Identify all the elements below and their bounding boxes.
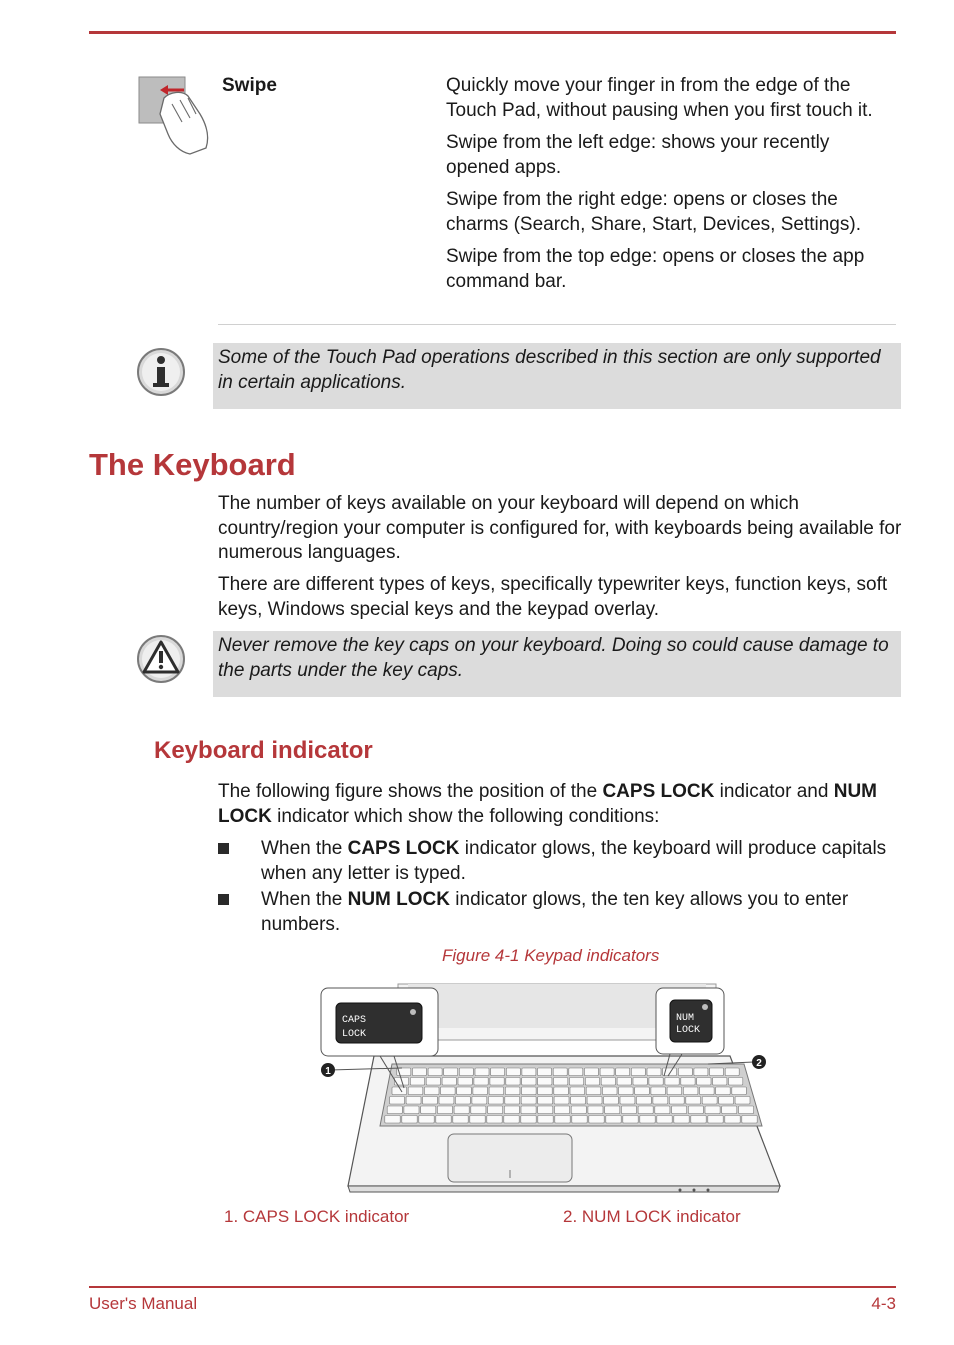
keyboard-key: [470, 1116, 485, 1124]
keyboard-key: [521, 1106, 536, 1114]
keyboard-key: [725, 1116, 740, 1124]
header-rule: [89, 31, 896, 34]
keyboard-key: [428, 1068, 442, 1076]
keyboard-key: [710, 1068, 724, 1076]
keyboard-key: [421, 1106, 436, 1114]
keyboard-key: [586, 1087, 601, 1095]
keyboard-key: [506, 1068, 520, 1076]
keyboard-key: [708, 1116, 723, 1124]
info-note: Some of the Touch Pad operations described in this section are only supported in certain applications.: [213, 343, 901, 409]
keyboard-key: [601, 1078, 615, 1086]
text-run: The following figure shows the position of the: [218, 781, 603, 802]
keyboard-key: [436, 1116, 451, 1124]
keyboard-key: [387, 1106, 402, 1114]
text-run: indicator which show the following conditions:: [271, 805, 660, 827]
keyboard-key: [665, 1078, 679, 1086]
footer-rule: [89, 1286, 896, 1288]
keyboard-key: [423, 1097, 438, 1105]
figure-caption: Figure 4-1 Keypad indicators: [442, 946, 660, 965]
keyboard-key: [686, 1097, 701, 1105]
keyboard-key: [458, 1078, 472, 1086]
keyboard-key: [725, 1068, 739, 1076]
keyboard-key: [713, 1078, 727, 1086]
keyboard-key: [487, 1116, 502, 1124]
keyboard-key: [489, 1087, 504, 1095]
caps-key-text: CAPS: [342, 1015, 367, 1026]
keyboard-key: [732, 1087, 747, 1095]
keyboard-key: [538, 1097, 553, 1105]
footer-title: User's Manual: [89, 1294, 198, 1313]
keyboard-key: [657, 1116, 672, 1124]
keyboard-key: [412, 1068, 426, 1076]
keyboard-key: [522, 1068, 536, 1076]
keyboard-key: [554, 1078, 568, 1086]
keyboard-key: [631, 1068, 645, 1076]
keyboard-key: [617, 1078, 631, 1086]
keyboard-key: [570, 1087, 585, 1095]
keyboard-key: [678, 1068, 692, 1076]
keyboard-key: [553, 1068, 567, 1076]
keyboard-key: [697, 1078, 711, 1086]
keyboard-key: [647, 1068, 661, 1076]
keyboard-key: [702, 1097, 717, 1105]
text-run: indicator glows, the ten key allows you to enter numbers.: [261, 889, 849, 935]
keyboard-key: [667, 1087, 682, 1095]
keyboard-key: [521, 1116, 536, 1124]
page-number: 4-3: [871, 1294, 896, 1313]
keyboard-key: [716, 1087, 731, 1095]
keyboard-key: [488, 1106, 503, 1114]
keyboard-key: [571, 1106, 586, 1114]
keyboard-key: [554, 1087, 569, 1095]
keyboard-key: [504, 1106, 519, 1114]
keyboard-key: [636, 1097, 651, 1105]
keyboard-key: [442, 1078, 456, 1086]
keyboard-key: [600, 1068, 614, 1076]
num-key-text: LOCK: [676, 1025, 701, 1036]
keyboard-key: [572, 1116, 587, 1124]
keyboard-key: [390, 1097, 405, 1105]
keyboard-key: [638, 1106, 653, 1114]
text-run: When the: [261, 838, 348, 859]
keyboard-key: [569, 1078, 583, 1086]
keyboard-key: [688, 1106, 703, 1114]
keyboard-key: [505, 1097, 520, 1105]
keyboard-key: [419, 1116, 434, 1124]
keyboard-key: [651, 1087, 666, 1095]
keyboard-key: [604, 1097, 619, 1105]
keyboard-key: [705, 1106, 720, 1114]
keyboard-key: [691, 1116, 706, 1124]
keyboard-figure: [318, 980, 788, 1196]
keyboard-key: [584, 1068, 598, 1076]
warning-icon: [136, 634, 186, 684]
keyboard-key: [585, 1078, 599, 1086]
caps-lock-term: CAPS LOCK: [602, 781, 715, 802]
text-run: indicator and: [714, 781, 834, 802]
keyboard-key: [655, 1106, 670, 1114]
keyboard-key: [640, 1116, 655, 1124]
warning-note: Never remove the key caps on your keyboard. Doing so could cause damage to the parts under the key caps.: [213, 631, 901, 697]
figure-label-2: 2. NUM LOCK indicator: [563, 1207, 741, 1226]
keyboard-key: [555, 1106, 570, 1114]
keyboard-key: [454, 1106, 469, 1114]
keyboard-key: [472, 1097, 487, 1105]
keyboard-key: [672, 1106, 687, 1114]
keyboard-key: [620, 1097, 635, 1105]
keyboard-key: [739, 1106, 754, 1114]
keyboard-key: [555, 1116, 570, 1124]
keyboard-key: [521, 1097, 536, 1105]
keyboard-key: [455, 1097, 470, 1105]
text-run: When the: [261, 889, 348, 910]
keyboard-key: [683, 1087, 698, 1095]
swipe-label: Swipe: [222, 75, 277, 96]
callout-number-2: 2: [756, 1058, 762, 1069]
keyboard-key: [538, 1087, 553, 1095]
caps-key-text: LOCK: [342, 1029, 367, 1040]
table-divider: [218, 324, 896, 325]
keyboard-key: [453, 1116, 468, 1124]
keyboard-key: [649, 1078, 663, 1086]
keyboard-key: [722, 1106, 737, 1114]
keyboard-key: [522, 1087, 537, 1095]
keyboard-key: [606, 1116, 621, 1124]
keyboard-key: [402, 1116, 417, 1124]
bullet-item: [261, 888, 901, 937]
info-icon: [136, 347, 186, 397]
keyboard-key: [700, 1087, 715, 1095]
keyboard-key: [474, 1078, 488, 1086]
figure-label-1: 1. CAPS LOCK indicator: [224, 1207, 410, 1226]
keyboard-key: [490, 1078, 504, 1086]
num-lock-term: NUM LOCK: [218, 781, 877, 827]
keyboard-key: [674, 1116, 689, 1124]
keyboard-key: [616, 1068, 630, 1076]
keyboard-key: [571, 1097, 586, 1105]
keyboard-key: [385, 1116, 400, 1124]
keyboard-key: [735, 1097, 750, 1105]
swipe-desc-line: Swipe from the left edge: shows your recently opened apps.: [446, 132, 830, 178]
keyboard-key: [444, 1068, 458, 1076]
paragraph: [218, 780, 908, 829]
keyboard-key: [621, 1106, 636, 1114]
keyboard-key: [719, 1097, 734, 1105]
keyboard-key: [554, 1097, 569, 1105]
keyboard-key: [504, 1116, 519, 1124]
keyboard-key: [505, 1087, 520, 1095]
num-lock-term: NUM LOCK: [347, 889, 450, 910]
keyboard-key: [635, 1087, 650, 1095]
keyboard-key: [681, 1078, 695, 1086]
keyboard-key: [475, 1068, 489, 1076]
swipe-gesture-icon: [136, 74, 218, 158]
keyboard-key: [406, 1097, 421, 1105]
callout-number-1: 1: [325, 1066, 331, 1077]
keyboard-key: [589, 1116, 604, 1124]
swipe-desc-line: Quickly move your finger in from the edge of the Touch Pad, without pausing when you first touch it.: [446, 75, 873, 121]
keyboard-key: [437, 1106, 452, 1114]
caps-lock-term: CAPS LOCK: [347, 838, 460, 859]
keyboard-key: [653, 1097, 668, 1105]
keyboard-key: [538, 1116, 553, 1124]
keyboard-key: [669, 1097, 684, 1105]
keyboard-key: [424, 1087, 439, 1095]
text-run: indicator glows, the keyboard will produce capitals when any letter is typed.: [261, 838, 887, 884]
keyboard-key: [602, 1087, 617, 1095]
keyboard-key: [404, 1106, 419, 1114]
keyboard-key: [538, 1078, 552, 1086]
keyboard-key: [491, 1068, 505, 1076]
keyboard-key: [694, 1068, 708, 1076]
keyboard-key: [633, 1078, 647, 1086]
swipe-desc-line: Swipe from the top edge: opens or closes the app command bar.: [446, 246, 865, 292]
section-heading: The Keyboard: [89, 447, 296, 482]
keyboard-key: [605, 1106, 620, 1114]
keyboard-key: [538, 1068, 552, 1076]
keyboard-key: [459, 1068, 473, 1076]
keyboard-key: [439, 1097, 454, 1105]
keyboard-key: [471, 1106, 486, 1114]
keyboard-key: [457, 1087, 472, 1095]
keyboard-key: [587, 1097, 602, 1105]
bullet-marker: [218, 843, 229, 854]
keyboard-key: [441, 1087, 456, 1095]
bullet-marker: [218, 894, 229, 905]
bullet-item: [261, 837, 901, 886]
num-key-text: NUM: [676, 1013, 695, 1024]
keyboard-key: [522, 1078, 536, 1086]
subsection-heading: Keyboard indicator: [154, 737, 373, 764]
keyboard-key: [426, 1078, 440, 1086]
keyboard-key: [569, 1068, 583, 1076]
swipe-description: [446, 74, 896, 302]
keyboard-key: [410, 1078, 424, 1086]
swipe-desc-line: Swipe from the right edge: opens or closes the charms (Search, Share, Start, Devices, Settings).: [446, 189, 861, 235]
keyboard-key: [488, 1097, 503, 1105]
keyboard-key: [729, 1078, 743, 1086]
paragraph: There are different types of keys, specifically typewriter keys, function keys, soft keys, Windows special keys and the keypad overlay.: [218, 574, 888, 620]
keyboard-key: [538, 1106, 553, 1114]
keyboard-key: [588, 1106, 603, 1114]
keyboard-key: [742, 1116, 757, 1124]
keyboard-key: [506, 1078, 520, 1086]
keyboard-key: [408, 1087, 423, 1095]
keyboard-key: [473, 1087, 488, 1095]
keyboard-key: [619, 1087, 634, 1095]
keyboard-key: [623, 1116, 638, 1124]
paragraph: The number of keys available on your keyboard will depend on which country/region your computer is configured for, with keyboards being available for numerous languages.: [218, 493, 902, 563]
